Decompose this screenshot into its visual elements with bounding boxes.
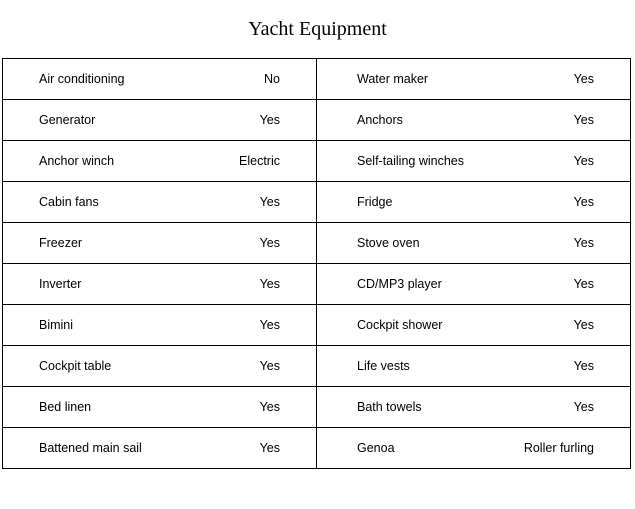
equipment-value: Yes	[259, 359, 280, 373]
right-equipment-cell	[317, 346, 631, 387]
table-row	[3, 346, 631, 387]
left-equipment-cell	[3, 223, 317, 264]
equipment-name: Air conditioning	[39, 72, 125, 86]
table-row	[3, 182, 631, 223]
left-equipment-cell	[3, 387, 317, 428]
equipment-value: Yes	[573, 195, 594, 209]
right-equipment-cell	[317, 59, 631, 100]
equipment-name: Cabin fans	[39, 195, 99, 209]
equipment-value: Electric	[239, 154, 280, 168]
equipment-value: Yes	[573, 154, 594, 168]
equipment-name: Water maker	[357, 72, 429, 86]
table-row	[3, 100, 631, 141]
left-equipment-cell	[3, 428, 317, 469]
equipment-name: Bath towels	[357, 400, 422, 414]
equipment-name: Genoa	[357, 441, 395, 455]
equipment-value: Yes	[259, 236, 280, 250]
equipment-name: Fridge	[357, 195, 393, 209]
left-equipment-cell	[3, 346, 317, 387]
page-title: Yacht Equipment	[248, 18, 387, 40]
equipment-value: Roller furling	[523, 441, 594, 455]
table-row	[3, 223, 631, 264]
equipment-name: Anchor winch	[39, 154, 115, 168]
table-row	[3, 387, 631, 428]
equipment-value: No	[264, 72, 280, 86]
equipment-value: Yes	[573, 113, 594, 127]
equipment-value: Yes	[573, 72, 594, 86]
equipment-value: Yes	[573, 236, 594, 250]
left-equipment-cell	[3, 264, 317, 305]
table-row	[3, 305, 631, 346]
equipment-value: Yes	[259, 195, 280, 209]
equipment-value: Yes	[259, 113, 280, 127]
equipment-name: Anchors	[357, 113, 403, 127]
table-row	[3, 264, 631, 305]
equipment-name: Battened main sail	[39, 441, 142, 455]
right-equipment-cell	[317, 223, 631, 264]
table-row	[3, 141, 631, 182]
equipment-value: Yes	[259, 441, 280, 455]
equipment-name: Cockpit shower	[357, 318, 443, 332]
equipment-name: Bed linen	[39, 400, 92, 414]
table-row	[3, 59, 631, 100]
right-equipment-cell	[317, 428, 631, 469]
equipment-name: CD/MP3 player	[357, 277, 442, 291]
equipment-name: Freezer	[39, 236, 83, 250]
right-equipment-cell	[317, 182, 631, 223]
equipment-name: Generator	[39, 113, 96, 127]
right-equipment-cell	[317, 100, 631, 141]
equipment-table-body	[3, 59, 631, 469]
equipment-name: Stove oven	[357, 236, 420, 250]
left-equipment-cell	[3, 100, 317, 141]
left-equipment-cell	[3, 59, 317, 100]
right-equipment-cell	[317, 141, 631, 182]
equipment-value: Yes	[573, 318, 594, 332]
equipment-value: Yes	[259, 277, 280, 291]
left-equipment-cell	[3, 182, 317, 223]
right-equipment-cell	[317, 264, 631, 305]
left-equipment-cell	[3, 305, 317, 346]
left-equipment-cell	[3, 141, 317, 182]
equipment-value: Yes	[259, 318, 280, 332]
equipment-name: Self-tailing winches	[357, 154, 464, 168]
equipment-table	[2, 58, 631, 469]
equipment-name: Inverter	[39, 277, 82, 291]
equipment-value: Yes	[573, 277, 594, 291]
table-row	[3, 428, 631, 469]
right-equipment-cell	[317, 387, 631, 428]
equipment-value: Yes	[573, 359, 594, 373]
right-equipment-cell	[317, 305, 631, 346]
equipment-name: Bimini	[39, 318, 74, 332]
equipment-value: Yes	[573, 400, 594, 414]
equipment-value: Yes	[259, 400, 280, 414]
equipment-name: Cockpit table	[39, 359, 112, 373]
equipment-name: Life vests	[357, 359, 410, 373]
